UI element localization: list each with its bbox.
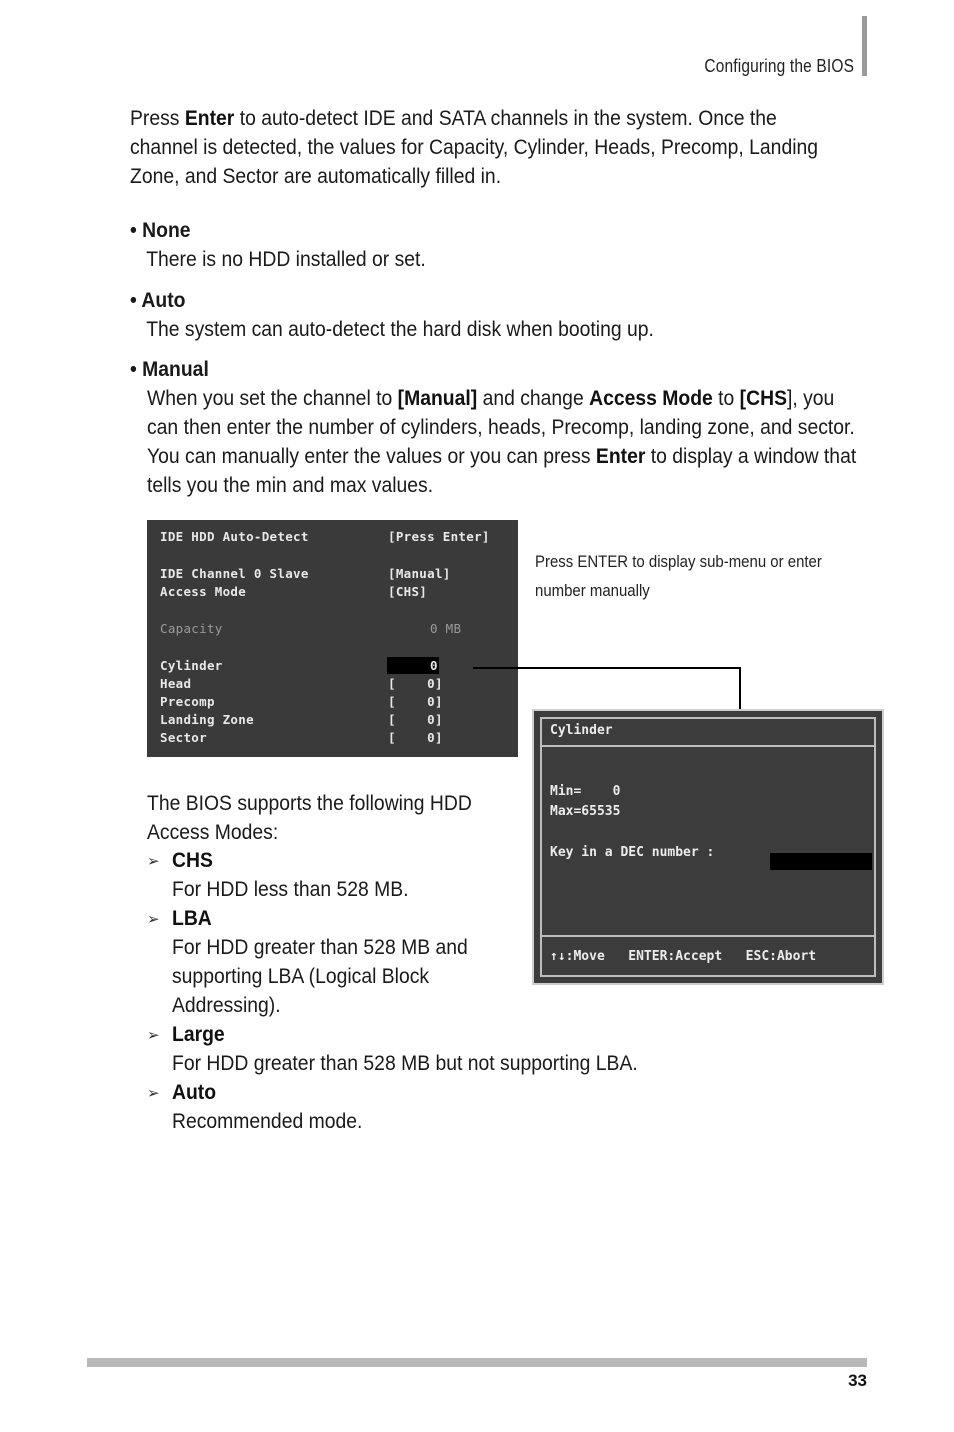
bios-row-value: [ 0] — [388, 676, 443, 691]
mode-desc: Recommended mode. — [172, 1109, 363, 1133]
bios-row-value: [Press Enter] — [388, 529, 490, 544]
bios-row-label: Head — [160, 676, 192, 691]
intro-paragraph — [130, 104, 841, 191]
option-auto-desc: The system can auto-detect the hard disk when booting up. — [146, 317, 654, 341]
popup-max: Max=65535 — [550, 804, 621, 819]
option-auto — [130, 286, 841, 344]
manual-text-3: to — [712, 386, 740, 410]
manual-bold-access-mode: Access Mode — [589, 386, 713, 410]
callout-note: Press ENTER to display sub-menu or enter number manually — [535, 552, 822, 600]
bios-row-label: Cylinder — [160, 658, 223, 673]
cylinder-popup — [532, 709, 884, 985]
mode-name: Large — [172, 1022, 225, 1046]
option-auto-title: Auto — [141, 288, 186, 312]
mode-desc: For HDD greater than 528 MB and supporting LBA (Logical Block Addressing). — [172, 935, 468, 1017]
mode-auto — [172, 1078, 712, 1136]
manual-bold-chs: [CHS — [739, 386, 787, 410]
manual-bold-manual: [Manual] — [397, 386, 478, 410]
callout-connector-horizontal — [473, 667, 741, 669]
bios-row-value: [CHS] — [388, 584, 428, 599]
manual-text-2: and change — [477, 386, 590, 410]
popup-footer-help: ↑↓:Move ENTER:Accept ESC:Abort — [550, 949, 817, 964]
header-rule — [862, 16, 867, 76]
mode-large — [172, 1020, 802, 1078]
bios-row-value: [ 0] — [388, 712, 443, 727]
bios-row-label: IDE Channel 0 Slave — [160, 566, 309, 581]
popup-title-divider — [542, 745, 874, 747]
manual-text-5: to display a window that tells you the min and max values. — [147, 444, 857, 497]
option-manual-bullet: • — [130, 357, 143, 381]
option-none-desc: There is no HDD installed or set. — [146, 247, 426, 271]
arrow-bullet-icon: ➢ — [147, 1085, 160, 1102]
popup-title: Cylinder — [550, 723, 613, 738]
option-none — [130, 216, 841, 274]
popup-prompt: Key in a DEC number : — [550, 845, 715, 860]
manual-text-1: When you set the channel to — [147, 386, 398, 410]
bios-row-label: Capacity — [160, 621, 223, 636]
arrow-bullet-icon: ➢ — [147, 911, 160, 928]
popup-min: Min= 0 — [550, 784, 621, 799]
option-manual-heading — [130, 355, 841, 384]
mode-chs — [172, 846, 514, 904]
bios-row-label: Access Mode — [160, 584, 247, 599]
mode-name: CHS — [172, 848, 213, 872]
bios-row-value: 0 MB — [430, 621, 462, 636]
option-none-bullet: • — [130, 218, 143, 242]
bios-row-label: Landing Zone — [160, 712, 254, 727]
bios-row-label: Precomp — [160, 694, 215, 709]
modes-intro: The BIOS supports the following HDD Access Modes: — [147, 791, 472, 844]
bios-row-value: [ 0] — [388, 730, 443, 745]
option-auto-bullet: • — [130, 288, 142, 312]
page-number: 33 — [848, 1371, 867, 1390]
intro-text-1: Press — [130, 106, 185, 130]
popup-frame — [540, 717, 876, 977]
option-manual-title: Manual — [142, 357, 209, 381]
mode-desc: For HDD greater than 528 MB but not supporting LBA. — [172, 1051, 638, 1075]
manual-text-4: ], you can then enter the number of cylinders, heads, Precomp, landing zone, and sector. You can manually enter the values or you can press — [147, 386, 855, 468]
bios-row-value: [ 0] — [388, 694, 443, 709]
bios-row-label: Sector — [160, 730, 207, 745]
intro-enter-key: Enter — [184, 106, 235, 130]
arrow-bullet-icon: ➢ — [147, 1027, 160, 1044]
bios-row-value: [Manual] — [388, 566, 451, 581]
option-none-title: None — [142, 218, 191, 242]
mode-lba — [172, 904, 514, 1020]
popup-footer-divider — [542, 935, 874, 937]
mode-name: Auto — [172, 1080, 217, 1104]
bios-row-value: 0 — [430, 658, 438, 673]
bios-row-label: IDE HDD Auto-Detect — [160, 529, 309, 544]
intro-text-2: to auto-detect IDE and SATA channels in the system. Once the channel is detected, the values for Capacity, Cylinder, Heads, Precomp, Landing Zone, and Sector are automatically filled in. — [130, 106, 819, 188]
footer-rule — [87, 1358, 867, 1367]
mode-name: LBA — [172, 906, 212, 930]
dec-number-input[interactable] — [770, 853, 872, 870]
arrow-bullet-icon: ➢ — [147, 853, 160, 870]
running-header: Configuring the BIOS — [704, 56, 854, 76]
mode-desc: For HDD less than 528 MB. — [172, 877, 409, 901]
manual-bold-enter: Enter — [595, 444, 646, 468]
option-manual-desc — [147, 384, 867, 500]
bios-screenshot — [147, 520, 518, 757]
